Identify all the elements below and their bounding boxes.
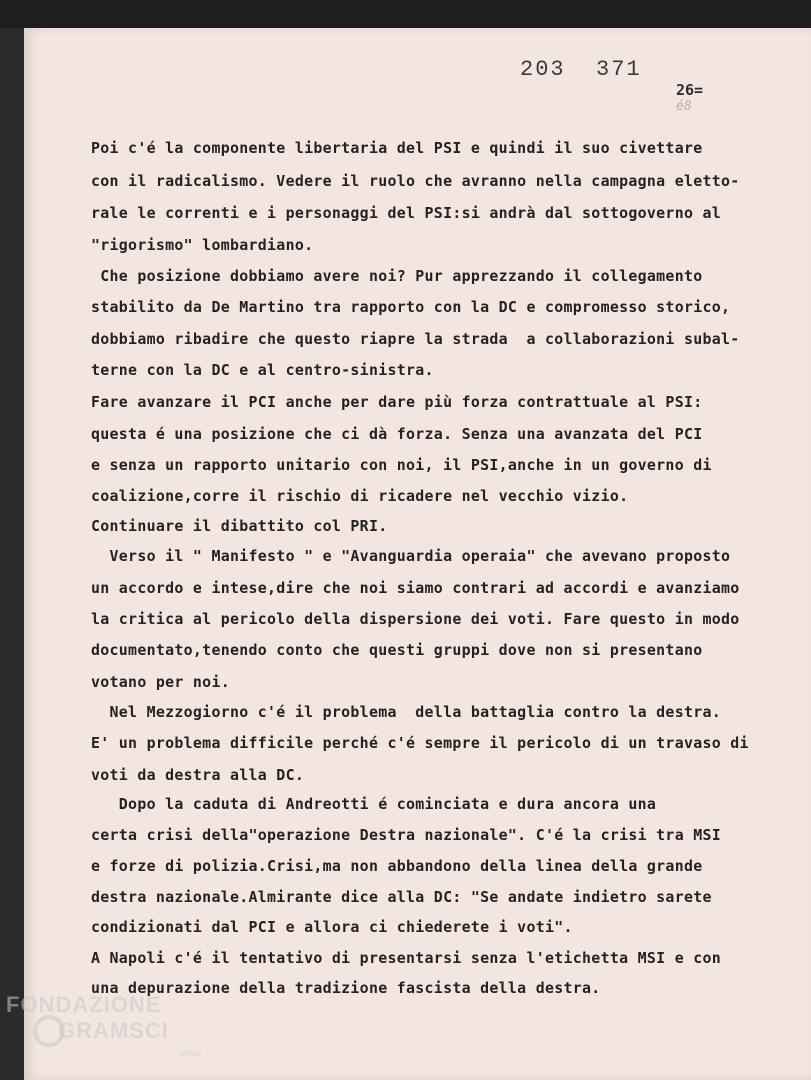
text-line: una depurazione della tradizione fascista della destra. <box>91 979 601 997</box>
archive-number: 203 371 <box>520 57 642 82</box>
text-line: Poi c'é la componente libertaria del PSI e quindi il suo civettare <box>91 139 703 157</box>
text-line: terne con la DC e al centro-sinistra. <box>91 361 434 379</box>
text-line: Continuare il dibattito col PRI. <box>91 517 388 535</box>
text-line: "rigorismo" lombardiano. <box>91 236 314 254</box>
page-number: 26= <box>676 81 704 99</box>
text-line: votano per noi. <box>91 673 230 691</box>
text-line: documentato,tenendo conto che questi gruppi dove non si presentano <box>91 641 703 659</box>
text-line: stabilito da De Martino tra rapporto con la DC e compromesso storico, <box>91 298 731 316</box>
text-line: questa é una posizione che ci dà forza. Senza una avanzata del PCI <box>91 425 703 443</box>
text-line: dobbiamo ribadire che questo riapre la strada a collaborazioni subal- <box>91 330 740 348</box>
text-line: condizionati dal PCI e allora ci chiederete i voti". <box>91 918 573 936</box>
text-line: e forze di polizia.Crisi,ma non abbandono della linea della grande <box>91 857 703 875</box>
text-line: coalizione,corre il rischio di ricadere nel vecchio vizio. <box>91 487 629 505</box>
text-line: la critica al pericolo della dispersione dei voti. Fare questo in modo <box>91 610 740 628</box>
text-line: Nel Mezzogiorno c'é il problema della battaglia contro la destra. <box>91 703 722 721</box>
text-line: certa crisi della"operazione Destra nazionale". C'é la crisi tra MSI <box>91 826 722 844</box>
text-line: un accordo e intese,dire che noi siamo contrari ad accordi e avanziamo <box>91 579 740 597</box>
text-line: rale le correnti e i personaggi del PSI:si andrà dal sottogoverno al <box>91 204 722 222</box>
watermark-line-3: onlus <box>180 1048 202 1058</box>
text-line: e senza un rapporto unitario con noi, il PSI,anche in un governo di <box>91 456 712 474</box>
watermark-line-1: FONDAZIONE <box>6 992 162 1017</box>
text-line: voti da destra alla DC. <box>91 766 305 784</box>
page-bleed-mark: é8 <box>676 99 692 114</box>
text-line: Dopo la caduta di Andreotti é cominciata e dura ancora una <box>91 795 657 813</box>
text-line: E' un problema difficile perché c'é sempre il pericolo di un travaso di <box>91 734 749 752</box>
text-line: con il radicalismo. Vedere il ruolo che avranno nella campagna eletto- <box>91 172 740 190</box>
watermark-line-2: GRAMSCI <box>58 1018 169 1043</box>
text-line: destra nazionale.Almirante dice alla DC: "Se andate indietro sarete <box>91 888 712 906</box>
text-line: Fare avanzare il PCI anche per dare più forza contrattuale al PSI: <box>91 393 703 411</box>
text-line: Verso il " Manifesto " e "Avanguardia operaia" che avevano proposto <box>91 547 731 565</box>
text-line: A Napoli c'é il tentativo di presentarsi senza l'etichetta MSI e con <box>91 949 722 967</box>
text-line: Che posizione dobbiamo avere noi? Pur apprezzando il collegamento <box>91 267 703 285</box>
fondazione-gramsci-watermark <box>6 992 206 1072</box>
